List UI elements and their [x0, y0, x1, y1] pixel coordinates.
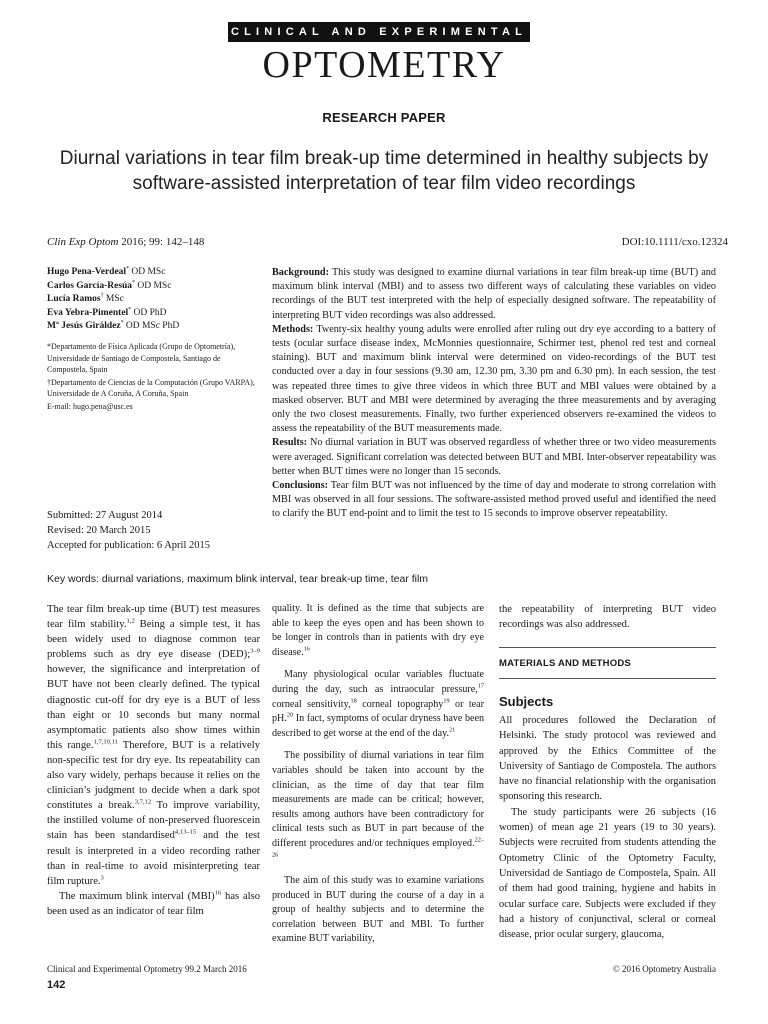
abstract-background-label: Background: — [272, 267, 329, 278]
footer-journal: Clinical and Experimental Optometry 99.2 March 2016 — [47, 964, 247, 974]
paragraph: The study participants were 26 subjects (16 women) of mean age 21 years (19 to 30 years). Subjects were recruited from students attending the Optometry Clinic of the Optometry Faculty, Universidad de Santiago de Compostela, Spain. All of them had good training, hygiene and habits in ocular surface care. Subjects were excluded if they had a history of conjunctival, scleral or corneal disease, prior ocular surgery, glaucoma, — [499, 806, 716, 941]
author: Lucía Ramos† MSc — [47, 293, 124, 305]
author: Hugo Pena-Verdeal* OD MSc — [47, 265, 166, 277]
citation-volume: 2016; 99: 142–148 — [118, 236, 205, 248]
body-column-2 — [272, 602, 484, 947]
body-column-3 — [499, 602, 716, 632]
subsection-heading: Subjects — [499, 694, 554, 709]
affiliations — [47, 341, 262, 413]
author-list — [47, 266, 262, 334]
submission-dates — [47, 508, 262, 553]
body-column-1 — [47, 602, 260, 919]
abstract-methods-label: Methods: — [272, 323, 314, 335]
article-title: Diurnal variations in tear film break-up time determined in healthy subjects by software-assisted interpretation of tear film video recordings — [59, 148, 709, 194]
section-rule — [499, 647, 716, 648]
abstract-background: This study was designed to examine diurnal variations in tear film break-up time (BUT) and maximum blink interval (MBI) and to assess two different ways of calculating these variables on video recordings of the BUT test interpreted with the help of especially designed software. The repeatability of interpreting BUT video recordings was also addressed. — [272, 267, 716, 321]
paragraph: All procedures followed the Declaration of Helsinki. The study protocol was reviewed and approved by the Ethics Committee of the University of Santiago de Compostela. The authors have no financial relationship with the organisation sponsoring this research. — [499, 715, 716, 803]
paragraph: quality. It is defined as the time that subjects are able to keep the eyes open and has been shown to be longer in controls than in patients with dry eye disease.$^{16}$ — [272, 603, 484, 658]
abstract-methods: Twenty-six healthy young adults were enrolled after ruling out dry eye according to a battery of tests (ocular surface disease index, McMonnies questionnaire, Schirmer test, phenol red test and corneal staining). BUT and maximum blink interval were determined on video-recordings of the BUT test conducted over a day in four sessions (9.30 am, 12.30 pm, 3.30 pm and 6.30 pm). In each session, the test was repeated three times to give three videos in which three BUT and MBI values were obtained by a masked observer. BUT and MBI were determined by averaging the three measurements and by averaging only the two closest measurements. Finally, two further experienced observers re-examined the videos to assess the repeatability of the BUT measurements made. — [272, 323, 716, 435]
paragraph: The aim of this study was to examine variations produced in BUT during the course of a day in a group of healthy subjects and to determine the correlation between BUT and MBI. To further examine BUT variability, — [272, 875, 484, 945]
abstract-conclusions: Tear film BUT was not influenced by the time of day and moderate to strong correlation with MBI was observed in all four sessions. The software-assisted method proved useful and identified the need to clarify the BUT end-point and to limit the test to 15 seconds to improve observer repeatability. — [272, 480, 716, 520]
doi[interactable]: DOI:10.1111/cxo.12324 — [621, 236, 728, 248]
paragraph: The tear film break-up time (BUT) test measures tear film stability.$^{1,2}$ Being a simple test, it has been widely used to diagnose common tear problems such as dry eye disease (DED);$^{3-9}$ however, the significance and interpretation of BUT have not been clearly defined. The typical diagnostic cut-off for dry eye is a BUT of less than eight or 10 seconds but many normal asymptomatic patients also show times within this range.$^{1,7,10,11}$ Therefore, BUT is a relatively non-specific test for dry eye. Its repeatability can also vary widely, perhaps because it relies on the clinician’s judgment to decide when a dark spot constitutes a break.$^{3,7,12}$ To improve variability, the instilled volume of non-preserved fluorescein stain has been standardised$^{4,13-15}$ and the test result is interpreted in a video recording rather than in real-time to avoid misinterpreting tear film rupture.$^3$ — [47, 604, 261, 887]
body-column-3-continued — [499, 713, 716, 942]
abstract-conclusions-label: Conclusions: — [272, 480, 329, 492]
contact-email[interactable]: E-mail: hugo.pena@usc.es — [47, 401, 133, 411]
citation-journal: Clin Exp Optom — [47, 236, 119, 248]
section-heading: MATERIALS AND METHODS — [499, 658, 631, 669]
paragraph: the repeatability of interpreting BUT video recordings was also addressed. — [499, 604, 716, 631]
abstract-results-label: Results: — [272, 437, 308, 449]
page-number: 142 — [47, 979, 66, 991]
journal-name: OPTOMETRY — [262, 44, 506, 86]
citation — [47, 236, 204, 248]
affiliation: *Departamento de Física Aplicada (Grupo de Optometría), Universidade de Santiago de Compostela, Santiago de Compostela, Spain — [47, 342, 236, 374]
author: Carlos García-Resúa* OD MSc — [47, 279, 172, 291]
affiliation: †Departamento de Ciencias de la Computación (Grupo VARPA), Universidade de A Coruña, A Coruña, Spain — [47, 377, 255, 398]
author: Mª Jesús Giráldez* OD MSc PhD — [47, 320, 180, 332]
article-type: RESEARCH PAPER — [322, 110, 446, 125]
paragraph: The maximum blink interval (MBI)$^{16}$ has also been used as an indicator of tear film — [47, 889, 261, 917]
submitted-date: Submitted: 27 August 2014 — [47, 510, 163, 521]
journal-band: CLINICAL AND EXPERIMENTAL — [228, 22, 530, 42]
abstract-results: No diurnal variation in BUT was observed regardless of whether three or two video measurements were averaged. Significant correlation was detected between BUT and MBI. Inter-observer repeatability was better when BUT times were no longer than 15 seconds. — [272, 437, 716, 477]
paragraph: Many physiological ocular variables fluctuate during the day, such as intraocular pressure,$^{17}$ corneal sensitivity,$^{18}$ corneal topography$^{19}$ or tear pH.$^{20}$ In fact, symptoms of ocular dryness have been described to get worse at the end of the day.$^{21}$ — [272, 669, 484, 739]
footer-copyright: © 2016 Optometry Australia — [612, 964, 716, 974]
author: Eva Yebra-Pimentel* OD PhD — [47, 306, 167, 318]
accepted-date: Accepted for publication: 6 April 2015 — [47, 540, 211, 551]
paragraph: The possibility of diurnal variations in tear film variables should be taken into account by the clinician, as the time of day that tear film measurements are made can be critical; however, results among authors have been contradictory for clinical tests such as BUT in part because of the different procedures and/or techniques employed.$^{22-26}$ — [272, 750, 484, 859]
abstract — [272, 266, 716, 522]
revised-date: Revised: 20 March 2015 — [47, 525, 151, 536]
keywords: Key words: diurnal variations, maximum blink interval, tear break-up time, tear film — [47, 573, 429, 585]
section-rule — [499, 678, 716, 679]
